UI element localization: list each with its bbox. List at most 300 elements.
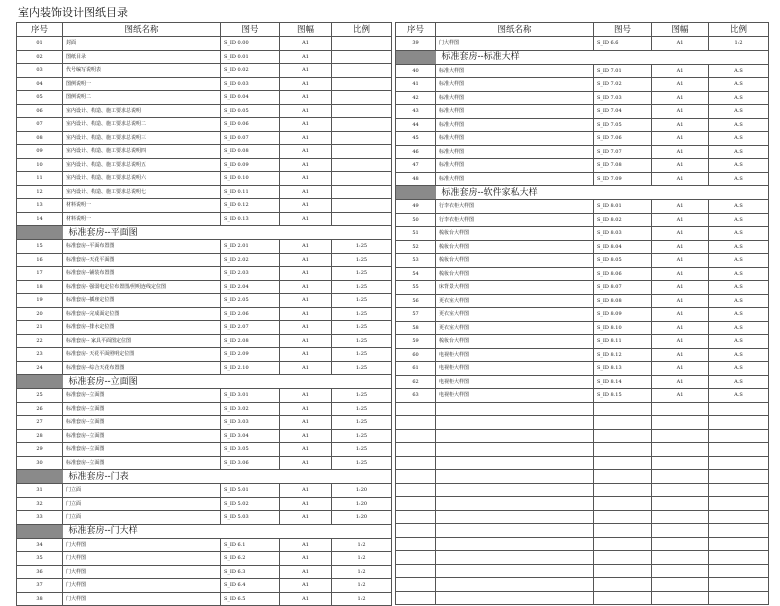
- row-size: A1: [280, 592, 332, 606]
- row-size: A1: [280, 416, 332, 430]
- empty-cell: [436, 578, 594, 592]
- row-code: S_ID 3.01: [221, 389, 280, 403]
- row-scale: A.S: [709, 362, 769, 376]
- row-code: S_ID 2.07: [221, 321, 280, 335]
- row-code: S_ID 2.03: [221, 267, 280, 281]
- row-code: S_ID 3.02: [221, 402, 280, 416]
- row-scale: [332, 118, 392, 132]
- row-size: A1: [280, 497, 332, 511]
- empty-cell: [436, 402, 594, 416]
- empty-cell: [652, 578, 709, 592]
- empty-cell: [709, 429, 769, 443]
- row-size: A1: [280, 50, 332, 64]
- row-name: 标准大样图: [436, 172, 594, 186]
- row-name: 代号编写说明表: [63, 64, 221, 78]
- header-scale: 比例: [709, 23, 769, 37]
- section-marker: [396, 50, 436, 64]
- section-marker: [17, 375, 63, 389]
- empty-row: [396, 578, 769, 592]
- row-code: S_ID 8.07: [594, 281, 652, 295]
- table-row: [396, 145, 769, 159]
- row-name: 标准套房--立面图: [63, 402, 221, 416]
- row-no: 08: [17, 131, 63, 145]
- row-scale: [332, 50, 392, 64]
- row-no: 10: [17, 158, 63, 172]
- row-scale: 1:25: [332, 294, 392, 308]
- empty-cell: [396, 416, 436, 430]
- row-code: S_ID 6.5: [221, 592, 280, 606]
- table-row: [17, 64, 392, 78]
- header-no: 序号: [17, 23, 63, 37]
- table-row: [396, 254, 769, 268]
- row-scale: A.S: [709, 64, 769, 78]
- empty-cell: [709, 564, 769, 578]
- row-name: 标准套房--完成面定位图: [63, 307, 221, 321]
- row-code: S_ID 6.1: [221, 538, 280, 552]
- empty-cell: [709, 443, 769, 457]
- table-row: [17, 416, 392, 430]
- row-name: 标准大样图: [436, 118, 594, 132]
- row-code: S_ID 8.12: [594, 348, 652, 362]
- table-row: [396, 213, 769, 227]
- empty-cell: [436, 524, 594, 538]
- row-scale: 1:25: [332, 321, 392, 335]
- table-row: [17, 280, 392, 294]
- row-code: S_ID 0.05: [221, 104, 280, 118]
- row-no: 56: [396, 294, 436, 308]
- row-scale: A.S: [709, 375, 769, 389]
- table-row: [17, 484, 392, 498]
- row-no: 06: [17, 104, 63, 118]
- row-no: 39: [396, 37, 436, 51]
- row-no: 07: [17, 118, 63, 132]
- empty-cell: [436, 443, 594, 457]
- row-name: 更衣室大样图: [436, 308, 594, 322]
- row-code: S_ID 2.02: [221, 253, 280, 267]
- empty-cell: [652, 443, 709, 457]
- row-no: 38: [17, 592, 63, 606]
- row-no: 49: [396, 200, 436, 214]
- row-code: S_ID 2.05: [221, 294, 280, 308]
- table-body-right: [396, 37, 769, 605]
- row-size: A1: [652, 159, 709, 173]
- row-code: S_ID 3.04: [221, 429, 280, 443]
- row-no: 19: [17, 294, 63, 308]
- row-name: 更衣室大样图: [436, 294, 594, 308]
- row-size: A1: [652, 308, 709, 322]
- empty-row: [396, 510, 769, 524]
- row-name: 梳妆台大样图: [436, 227, 594, 241]
- row-no: 58: [396, 321, 436, 335]
- empty-cell: [594, 578, 652, 592]
- row-no: 53: [396, 254, 436, 268]
- row-scale: A.S: [709, 240, 769, 254]
- section-row: [17, 470, 392, 484]
- row-size: A1: [280, 212, 332, 226]
- header-no: 序号: [396, 23, 436, 37]
- table-row: [396, 172, 769, 186]
- row-name: 标准套房--天花平面图: [63, 253, 221, 267]
- row-name: 门大样图: [63, 552, 221, 566]
- row-name: 材料说明一: [63, 212, 221, 226]
- row-name: 门大样图: [436, 37, 594, 51]
- row-code: S_ID 7.04: [594, 105, 652, 119]
- empty-row: [396, 551, 769, 565]
- empty-cell: [709, 470, 769, 484]
- row-size: A1: [652, 321, 709, 335]
- row-size: A1: [280, 538, 332, 552]
- row-no: 20: [17, 307, 63, 321]
- table-row: [17, 538, 392, 552]
- row-no: 35: [17, 552, 63, 566]
- row-code: S_ID 8.06: [594, 267, 652, 281]
- empty-cell: [709, 416, 769, 430]
- header-size: 图幅: [652, 23, 709, 37]
- empty-cell: [436, 483, 594, 497]
- row-code: S_ID 8.05: [594, 254, 652, 268]
- row-size: A1: [652, 37, 709, 51]
- row-size: A1: [280, 348, 332, 362]
- section-title: 标准套房--门大样: [63, 524, 392, 538]
- section-marker: [17, 226, 63, 240]
- empty-cell: [396, 470, 436, 484]
- row-scale: 1:25: [332, 253, 392, 267]
- empty-cell: [436, 470, 594, 484]
- empty-cell: [652, 429, 709, 443]
- table-row: [396, 78, 769, 92]
- row-scale: 1:25: [332, 307, 392, 321]
- row-code: S_ID 7.03: [594, 91, 652, 105]
- row-scale: [332, 172, 392, 186]
- empty-cell: [594, 416, 652, 430]
- row-size: A1: [280, 185, 332, 199]
- row-size: A1: [652, 227, 709, 241]
- row-code: S_ID 0.13: [221, 212, 280, 226]
- row-name: 标准大样图: [436, 78, 594, 92]
- row-scale: A.S: [709, 281, 769, 295]
- row-size: A1: [280, 456, 332, 470]
- table-row: [396, 64, 769, 78]
- row-no: 63: [396, 389, 436, 403]
- empty-row: [396, 402, 769, 416]
- row-code: S_ID 6.2: [221, 552, 280, 566]
- empty-cell: [594, 551, 652, 565]
- table-row: [17, 361, 392, 375]
- row-scale: A.S: [709, 389, 769, 403]
- row-scale: 1:25: [332, 267, 392, 281]
- row-name: 电视柜大样图: [436, 362, 594, 376]
- row-size: A1: [280, 172, 332, 186]
- row-name: 标准套房--插座定位图: [63, 294, 221, 308]
- empty-cell: [436, 497, 594, 511]
- table-row: [17, 511, 392, 525]
- row-no: 61: [396, 362, 436, 376]
- row-scale: A.S: [709, 159, 769, 173]
- row-name: 标准大样图: [436, 105, 594, 119]
- table-row: [17, 307, 392, 321]
- empty-row: [396, 456, 769, 470]
- row-name: 门大样图: [63, 538, 221, 552]
- row-size: A1: [652, 240, 709, 254]
- row-size: A1: [652, 78, 709, 92]
- row-name: 标准套房- 强弱电定位布置图/照明连线定位图: [63, 280, 221, 294]
- row-code: S_ID 0.06: [221, 118, 280, 132]
- empty-cell: [396, 510, 436, 524]
- table-row: [17, 185, 392, 199]
- row-name: 梳妆台大样图: [436, 267, 594, 281]
- empty-cell: [436, 456, 594, 470]
- empty-cell: [594, 470, 652, 484]
- drawing-index-table-right: [395, 22, 769, 605]
- row-scale: A.S: [709, 267, 769, 281]
- row-code: S_ID 8.02: [594, 213, 652, 227]
- row-name: 标准套房--铺装布置图: [63, 267, 221, 281]
- row-size: A1: [280, 361, 332, 375]
- row-name: 材料说明一: [63, 199, 221, 213]
- row-size: A1: [652, 294, 709, 308]
- row-code: S_ID 7.09: [594, 172, 652, 186]
- row-no: 32: [17, 497, 63, 511]
- empty-cell: [652, 470, 709, 484]
- row-name: 梳妆台大样图: [436, 254, 594, 268]
- row-scale: [332, 77, 392, 91]
- row-scale: [332, 185, 392, 199]
- row-name: 梳妆台大样图: [436, 335, 594, 349]
- row-scale: A.S: [709, 78, 769, 92]
- row-size: A1: [652, 375, 709, 389]
- empty-cell: [594, 524, 652, 538]
- row-no: 03: [17, 64, 63, 78]
- table-row: [17, 579, 392, 593]
- table-row: [17, 552, 392, 566]
- row-size: A1: [280, 280, 332, 294]
- table-row: [17, 131, 392, 145]
- row-scale: [332, 91, 392, 105]
- row-code: S_ID 7.02: [594, 78, 652, 92]
- row-size: A1: [280, 199, 332, 213]
- row-code: S_ID 2.01: [221, 240, 280, 254]
- row-size: A1: [652, 172, 709, 186]
- row-name: 图例说明二: [63, 91, 221, 105]
- empty-cell: [709, 551, 769, 565]
- row-scale: 1:2: [332, 565, 392, 579]
- row-size: A1: [652, 281, 709, 295]
- row-name: 门立面: [63, 511, 221, 525]
- row-scale: A.S: [709, 145, 769, 159]
- row-code: S_ID 8.10: [594, 321, 652, 335]
- row-no: 13: [17, 199, 63, 213]
- row-scale: A.S: [709, 105, 769, 119]
- row-no: 09: [17, 145, 63, 159]
- row-code: S_ID 0.02: [221, 64, 280, 78]
- section-marker: [17, 524, 63, 538]
- row-scale: 1:2: [332, 538, 392, 552]
- row-code: S_ID 7.01: [594, 64, 652, 78]
- empty-cell: [396, 524, 436, 538]
- table-row: [17, 565, 392, 579]
- row-code: S_ID 8.01: [594, 200, 652, 214]
- table-row: [17, 91, 392, 105]
- row-no: 02: [17, 50, 63, 64]
- row-name: 室内设计、构造、施工要求总说明五: [63, 158, 221, 172]
- empty-row: [396, 524, 769, 538]
- row-scale: 1:20: [332, 497, 392, 511]
- empty-cell: [594, 591, 652, 605]
- empty-cell: [594, 537, 652, 551]
- empty-cell: [652, 416, 709, 430]
- row-code: S_ID 0.09: [221, 158, 280, 172]
- row-no: 34: [17, 538, 63, 552]
- row-code: S_ID 0.00: [221, 37, 280, 51]
- table-row: [17, 37, 392, 51]
- row-code: S_ID 8.15: [594, 389, 652, 403]
- row-code: S_ID 5.02: [221, 497, 280, 511]
- row-size: A1: [652, 348, 709, 362]
- table-row: [396, 227, 769, 241]
- row-code: S_ID 0.10: [221, 172, 280, 186]
- empty-row: [396, 497, 769, 511]
- empty-cell: [709, 537, 769, 551]
- row-scale: [332, 158, 392, 172]
- table-row: [17, 348, 392, 362]
- row-code: S_ID 2.09: [221, 348, 280, 362]
- row-name: 标准套房--立面图: [63, 456, 221, 470]
- table-row: [17, 321, 392, 335]
- row-code: S_ID 7.06: [594, 132, 652, 146]
- row-scale: 1:25: [332, 456, 392, 470]
- empty-cell: [396, 578, 436, 592]
- row-no: 44: [396, 118, 436, 132]
- row-size: A1: [652, 213, 709, 227]
- row-scale: 1:20: [332, 484, 392, 498]
- row-name: 室内设计、构造、施工要求总说明六: [63, 172, 221, 186]
- row-size: A1: [652, 118, 709, 132]
- row-code: S_ID 5.01: [221, 484, 280, 498]
- table-row: [396, 37, 769, 51]
- row-name: 标准套房--排水定位图: [63, 321, 221, 335]
- row-scale: 1:25: [332, 348, 392, 362]
- row-no: 43: [396, 105, 436, 119]
- empty-cell: [396, 443, 436, 457]
- empty-cell: [652, 524, 709, 538]
- table-row: [396, 200, 769, 214]
- row-scale: [332, 145, 392, 159]
- row-size: A1: [280, 579, 332, 593]
- empty-cell: [652, 483, 709, 497]
- table-row: [17, 212, 392, 226]
- empty-cell: [594, 497, 652, 511]
- row-scale: A.S: [709, 200, 769, 214]
- row-no: 60: [396, 348, 436, 362]
- table-row: [396, 267, 769, 281]
- empty-cell: [652, 537, 709, 551]
- table-row: [396, 281, 769, 295]
- row-name: 门大样图: [63, 565, 221, 579]
- empty-row: [396, 483, 769, 497]
- row-name: 标准套房--立面图: [63, 416, 221, 430]
- header-row: [17, 23, 392, 37]
- row-name: 室内设计、构造、施工要求总说明三: [63, 131, 221, 145]
- row-code: S_ID 0.01: [221, 50, 280, 64]
- table-row: [17, 429, 392, 443]
- row-code: S_ID 7.05: [594, 118, 652, 132]
- row-name: 门大样图: [63, 592, 221, 606]
- row-size: A1: [280, 145, 332, 159]
- empty-row: [396, 564, 769, 578]
- empty-cell: [594, 443, 652, 457]
- row-size: A1: [652, 91, 709, 105]
- empty-cell: [652, 510, 709, 524]
- empty-cell: [709, 402, 769, 416]
- table-row: [17, 104, 392, 118]
- header-scale: 比例: [332, 23, 392, 37]
- row-scale: 1:25: [332, 240, 392, 254]
- row-name: 门立面: [63, 484, 221, 498]
- row-name: 电视柜大样图: [436, 375, 594, 389]
- empty-cell: [396, 551, 436, 565]
- row-name: 行李衣柜大样图: [436, 200, 594, 214]
- row-no: 18: [17, 280, 63, 294]
- empty-cell: [436, 416, 594, 430]
- row-name: 电视柜大样图: [436, 389, 594, 403]
- empty-row: [396, 470, 769, 484]
- table-row: [17, 50, 392, 64]
- row-scale: [332, 131, 392, 145]
- header-row: [396, 23, 769, 37]
- row-no: 54: [396, 267, 436, 281]
- row-name: 床背景大样图: [436, 281, 594, 295]
- table-row: [396, 389, 769, 403]
- row-scale: A.S: [709, 335, 769, 349]
- row-no: 28: [17, 429, 63, 443]
- table-row: [17, 443, 392, 457]
- row-no: 17: [17, 267, 63, 281]
- row-scale: 1:2: [332, 552, 392, 566]
- row-size: A1: [280, 240, 332, 254]
- row-no: 21: [17, 321, 63, 335]
- table-row: [396, 105, 769, 119]
- empty-cell: [709, 497, 769, 511]
- section-title: 标准套房--门表: [63, 470, 392, 484]
- row-scale: 1:2: [332, 592, 392, 606]
- table-row: [396, 240, 769, 254]
- row-no: 15: [17, 240, 63, 254]
- row-no: 29: [17, 443, 63, 457]
- table-row: [396, 132, 769, 146]
- row-size: A1: [652, 254, 709, 268]
- row-code: S_ID 8.04: [594, 240, 652, 254]
- row-scale: A.S: [709, 321, 769, 335]
- section-title: 标准套房--标准大样: [436, 50, 769, 64]
- row-no: 30: [17, 456, 63, 470]
- row-scale: A.S: [709, 118, 769, 132]
- empty-cell: [709, 591, 769, 605]
- row-no: 23: [17, 348, 63, 362]
- row-name: 室内设计、构造、施工要求总说明四: [63, 145, 221, 159]
- empty-cell: [594, 429, 652, 443]
- table-row: [396, 294, 769, 308]
- empty-row: [396, 537, 769, 551]
- table-row: [17, 592, 392, 606]
- row-code: S_ID 2.06: [221, 307, 280, 321]
- empty-row: [396, 591, 769, 605]
- row-scale: 1:2: [332, 579, 392, 593]
- row-name: 标准套房--平面布置图: [63, 240, 221, 254]
- row-scale: [332, 64, 392, 78]
- row-size: A1: [280, 307, 332, 321]
- empty-cell: [594, 402, 652, 416]
- row-name: 标准套房--立面图: [63, 429, 221, 443]
